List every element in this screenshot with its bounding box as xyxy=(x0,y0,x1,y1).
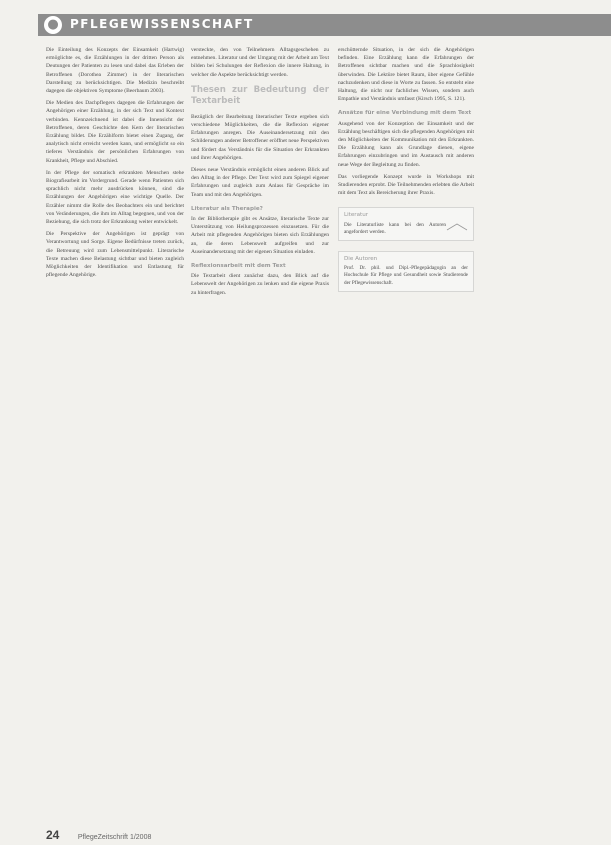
header xyxy=(0,14,611,36)
literature-box-text: Die Literaturliste kann bei den Autoren angefordert werden. xyxy=(344,221,446,235)
subheading: Literatur als Therapie? xyxy=(191,205,263,212)
section-heading: Thesen zur Bedeutung der Textarbeit xyxy=(191,84,329,106)
section-logo-icon: ● xyxy=(44,16,62,34)
paragraph: Ausgehend von der Konzeption der Einsamkeit und der Erzählung beschäftigen sich die pflegenden Angehörigen mit den Möglichkeiten der Kommunikation mit den Erkrankten. Die Erzählung kann als Grundlage dienen, eigene Erfahrungen einzubringen und im Austausch mit anderen neue Wege der Begleitung zu finden. xyxy=(338,120,474,168)
column-3 xyxy=(338,46,474,292)
paragraph: erschütternde Situation, in der sich die Angehörigen befinden. Eine Erzählung kann die Erfahrungen der Betroffenen sichtbar machen und die Sprachlosigkeit überwinden. Die Lektüre bietet Raum, über eigene Gefühle nachzudenken und diese in Worte zu fassen. So entsteht eine Haltung, die nicht nur fachliches Wissen, sondern auch Empathie und Verständnis umfasst (Kirsch 1995, S. 121). xyxy=(338,47,474,103)
authors-box-title: Die Autoren xyxy=(344,256,378,263)
paragraph: Die Textarbeit dient zunächst dazu, den Blick auf die Lebenswelt der Angehörigen zu lenken und die eigene Praxis zu hinterfragen. xyxy=(191,273,329,296)
section-title: PFLEGEWISSENSCHAFT xyxy=(70,17,254,31)
paragraph: Die Medien des Dachpflegers dagegen die Erfahrungen der Angehörigen einer Erzählung, in der sich Text und Kontext verbinden. Kennzeichnend ist dabei die Innensicht der Betroffenen, deren Geschichte den Kern der literarischen Erzählung bildet. Die Erzählform bietet einen Zugang, der analytisch nicht erreicht werden kann, und ermöglicht so ein tieferes Verständnis der persönlichen Erfahrungen von Krankheit, Pflege und Abschied. xyxy=(46,100,184,164)
page-number: 24 xyxy=(46,828,60,842)
subheading: Reflexionsarbeit mit dem Text xyxy=(191,263,286,270)
paragraph: Die Perspektive der Angehörigen ist geprägt von Verantwortung und Sorge. Eigene Bedürfnisse treten zurück, die Betreuung wird zum Lebensmittelpunkt. Literarische Texte machen diese Belastung sichtbar und bieten zugleich Möglichkeiten der Identifikation und Entlastung für pflegende Angehörige. xyxy=(46,231,184,279)
paragraph: versteckte, den von Teilnehmern Alltagsgeschehen zu entnehmen. Literatur und der Umgang mit der Arbeit am Text bilden bei Schulungen der Reflexion die innere Haltung, in welcher die Aspekte berücksichtigt werden. xyxy=(191,47,329,78)
authors-box-text: Prof. Dr. phil. und Dipl.-Pflegepädagogin an der Hochschule für Pflege und Gesundheit sowie Studierende der Pflegewissenschaft. xyxy=(344,265,468,286)
paragraph: In der Bibliotherapie gibt es Ansätze, literarische Texte zur Unterstützung von Heilungsprozessen einzusetzen. Für die Arbeit mit pflegenden Angehörigen bieten sich Erzählungen an, die deren Lebenswelt aufgreifen und zur Auseinandersetzung mit der eigenen Situation einladen. xyxy=(191,216,329,255)
paragraph: Dieses neue Verständnis ermöglicht einen anderen Blick auf den Alltag in der Pflege. Der Text wird zum Spiegel eigener Erfahrungen und zugleich zum Anlass für Gespräche im Team und mit den Angehörigen. xyxy=(191,167,329,198)
journal-name: PflegeZeitschrift 1/2008 xyxy=(77,834,152,841)
footer xyxy=(46,826,151,844)
authors-box xyxy=(338,251,474,292)
paragraph: Das vorliegende Konzept wurde in Workshops mit Studierenden erprobt. Die Teilnehmenden erlebten die Arbeit mit dem Text als Bereicherung ihrer Praxis. xyxy=(338,173,474,197)
literature-box-title: Literatur xyxy=(344,212,369,219)
paragraph: Die Einteilung des Konzepts der Einsamkeit (Hartwig) ermöglichte es, die Erzählungen in der dritten Person als Deutungen der Patienten zu lesen und dabei das Erleben der Betroffenen (Dorothea Zimmer) in der literarischen Darstellung zu berücksichtigen. Die Medizin beschreibt dagegen die objektiven Symptome (Beerbaum 2003). xyxy=(46,47,184,95)
column-2 xyxy=(191,46,329,301)
literature-box xyxy=(338,207,474,241)
book-icon xyxy=(446,222,468,231)
subheading: Ansätze für eine Verbindung mit dem Text xyxy=(338,110,472,117)
column-1 xyxy=(46,46,184,283)
paragraph: Bezüglich der Bearbeitung literarischer Texte ergeben sich verschiedene Möglichkeiten, die die Reflexion eigener Erfahrungen anregen. Die Auseinandersetzung mit den Schilderungen anderer Betroffener eröffnet neue Perspektiven und fördert das Verständnis für die Situation der Erkrankten und ihrer Angehörigen. xyxy=(191,113,329,161)
paragraph: In der Pflege der somatisch erkrankten Menschen stehe Biografiearbeit im Vordergrund. Gerade wenn Patienten sich sprachlich nicht mehr ausdrücken können, sind die Erzählungen der Angehörigen eine wichtige Quelle. Der Erzähler nimmt die Rolle des Beobachters ein und berichtet von Veränderungen, die ihm im Alltag begegnen, und von der Beziehung, die sich trotz der Erkrankung weiter entwickelt. xyxy=(46,169,184,226)
